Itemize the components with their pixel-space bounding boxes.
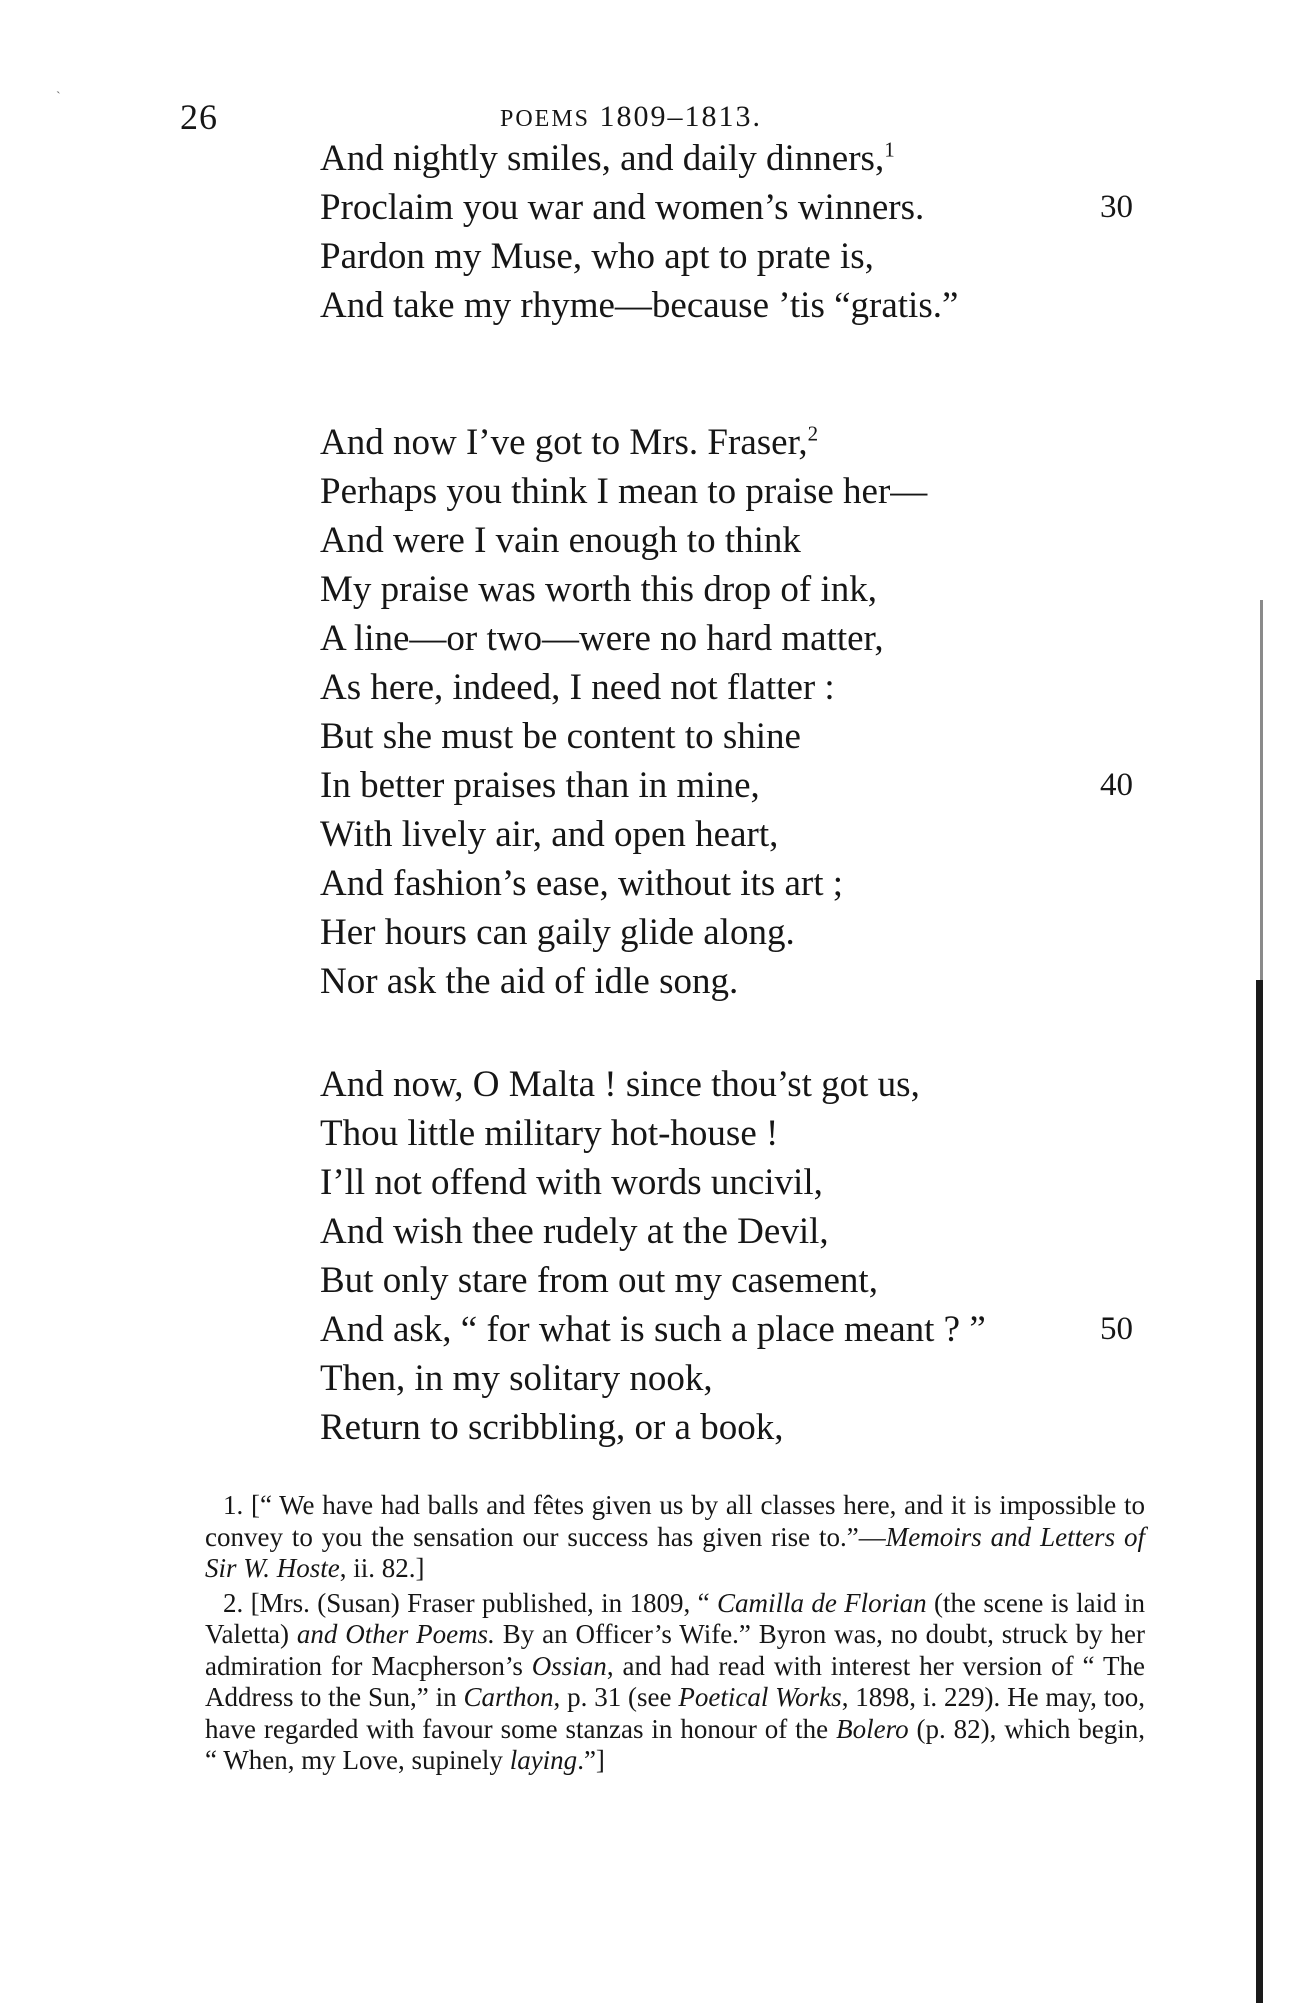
line-number: 40: [1100, 767, 1133, 803]
poem-line: Her hours can gaily glide along.: [320, 912, 795, 953]
line-number: 30: [1100, 189, 1133, 225]
poem-line: Then, in my solitary nook,: [320, 1358, 713, 1399]
poem-line: Proclaim you war and women’s winners. 30: [320, 183, 1180, 232]
poem-line: And fashion’s ease, without its art ;: [320, 863, 844, 904]
poem-line: But she must be content to shine: [320, 716, 801, 757]
running-title-years: 1809–1813.: [599, 100, 763, 133]
poem-line: My praise was worth this drop of ink,: [320, 569, 877, 610]
page-number: 26: [180, 97, 218, 137]
poem-line: Thou little military hot-house !: [320, 1113, 779, 1154]
stanza-3: [320, 1060, 1180, 1452]
footnote-marker: 2.: [223, 1587, 244, 1618]
scan-speck: ˋ: [56, 90, 61, 105]
poem-line: And ask, “ for what is such a place meant ? ” 50: [320, 1305, 1180, 1354]
footnote-ref-1: 1: [884, 137, 895, 162]
footnote-2: 2. [Mrs. (Susan) Fraser published, in 1809, “ Camilla de Florian (the scene is laid in Valetta) and Other Poems. By an Officer’s Wife.” Byron was, no doubt, struck by her admiration for Macpherson’s Ossian, and had read with interest her version of “ The Address to the Sun,” in Carthon, p. 31 (see Poetical Works, 1898, i. 229). He may, too, have regarded with favour some stanzas in honour of the Bolero (p. 82), which begin, “ When, my Love, supinely laying.”]: [205, 1587, 1145, 1775]
poem-line: And now I’ve got to Mrs. Fraser,$^2$: [320, 421, 819, 463]
poem-line: And wish thee rudely at the Devil,: [320, 1211, 829, 1252]
running-title-poems: POEMS: [500, 106, 591, 132]
poem-line: And were I vain enough to think: [320, 520, 801, 561]
poem-line: Nor ask the aid of idle song.: [320, 961, 739, 1002]
poem-line: And take my rhyme—because ’tis “gratis.”: [320, 285, 959, 326]
poem-line: I’ll not offend with words uncivil,: [320, 1162, 823, 1203]
poem-line: A line—or two—were no hard matter,: [320, 618, 884, 659]
stanza-2: [320, 418, 1180, 1006]
poem-line: Perhaps you think I mean to praise her—: [320, 471, 928, 512]
stanza-1: [320, 134, 1180, 330]
running-title: [500, 100, 762, 134]
poem-line: And nightly smiles, and daily dinners,$^1$: [320, 137, 895, 179]
footnotes: [205, 1490, 1145, 1780]
poem-line: Return to scribbling, or a book,: [320, 1407, 784, 1448]
line-number: 50: [1100, 1311, 1133, 1347]
poem-line: With lively air, and open heart,: [320, 814, 779, 855]
poem-line: In better praises than in mine, 40: [320, 761, 1180, 810]
poem-line: But only stare from out my casement,: [320, 1260, 878, 1301]
poem-line: Pardon my Muse, who apt to prate is,: [320, 236, 874, 277]
page-edge-shadow: [1260, 600, 1263, 980]
footnote-1: 1. [“ We have had balls and fêtes given us by all classes here, and it is impossible to convey to you the sensation our success has given rise to.”—Memoirs and Letters of Sir W. Hoste, ii. 82.]: [205, 1490, 1145, 1583]
footnote-ref-2: 2: [807, 421, 819, 446]
poem-line: As here, indeed, I need not flatter :: [320, 667, 835, 708]
footnote-marker: 1.: [223, 1490, 244, 1520]
poem-line: And now, O Malta ! since thou’st got us,: [320, 1064, 920, 1105]
page-edge-shadow: [1256, 980, 1263, 2003]
